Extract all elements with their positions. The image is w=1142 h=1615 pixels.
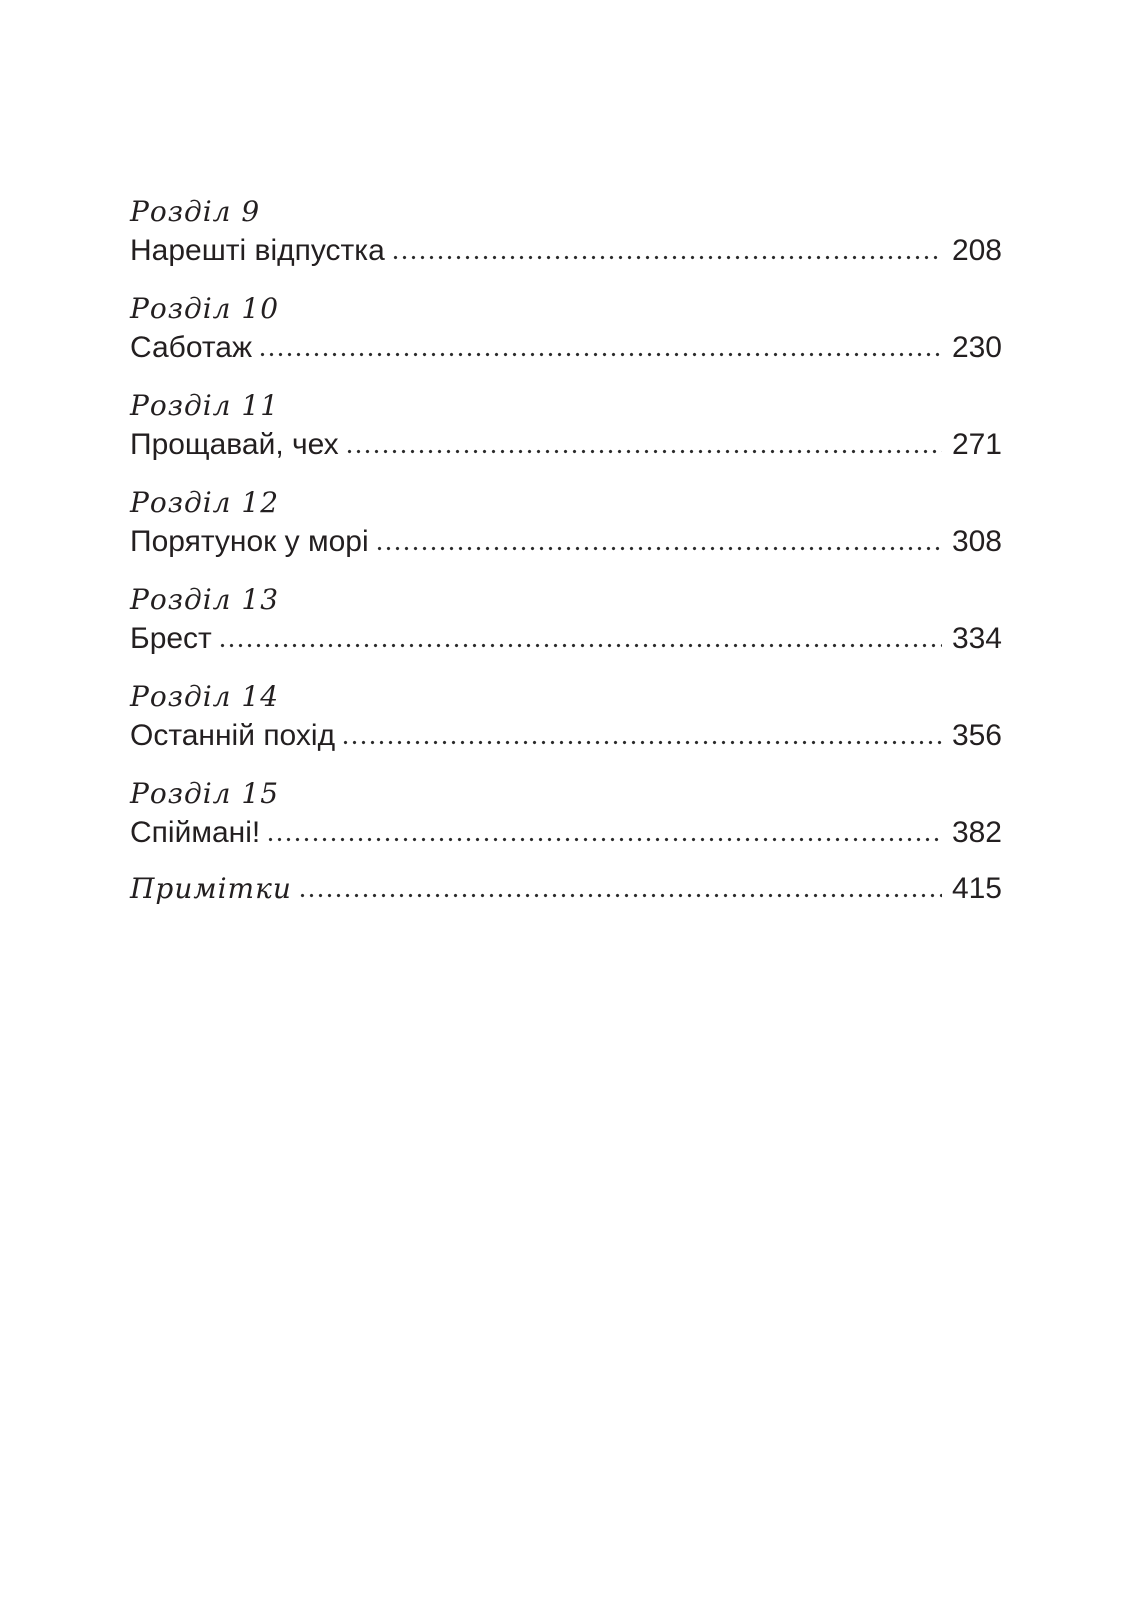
chapter-label: Розділ 10 (130, 292, 280, 325)
chapter-title: Спіймані! (130, 816, 261, 849)
toc-row (130, 621, 1002, 657)
toc-entry (130, 194, 1002, 269)
chapter-label: Розділ 11 (130, 389, 280, 422)
toc-entry (130, 485, 1002, 560)
chapter-title: Останній похід (130, 719, 336, 752)
dot-leader (268, 837, 942, 842)
toc-notes-row (130, 871, 1002, 907)
page-number: 334 (951, 622, 1002, 655)
chapter-title: Брест (130, 622, 212, 655)
dot-leader (343, 740, 942, 745)
chapter-title: Нарешті відпустка (130, 234, 385, 267)
page-number: 208 (951, 234, 1002, 267)
toc-row (130, 815, 1002, 851)
toc-row (130, 233, 1002, 269)
toc-row (130, 524, 1002, 560)
page-number: 271 (951, 428, 1002, 461)
toc-row (130, 718, 1002, 754)
chapter-title: Саботаж (130, 331, 253, 364)
notes-page-number: 415 (951, 872, 1002, 905)
toc-row (130, 427, 1002, 463)
toc-entry (130, 291, 1002, 366)
page-number: 308 (951, 525, 1002, 558)
toc-entry (130, 582, 1002, 657)
chapter-label: Розділ 12 (130, 486, 280, 519)
notes-title: Примітки (130, 872, 292, 905)
chapter-title: Порятунок у морі (130, 525, 369, 558)
chapter-label: Розділ 14 (130, 680, 280, 713)
page-number: 356 (951, 719, 1002, 752)
toc-entry (130, 776, 1002, 851)
page-number: 382 (951, 816, 1002, 849)
dot-leader (393, 255, 942, 260)
toc-entry (130, 679, 1002, 754)
chapter-label: Розділ 13 (130, 583, 280, 616)
toc-entry (130, 388, 1002, 463)
dot-leader (347, 449, 942, 454)
chapter-label: Розділ 9 (130, 195, 261, 228)
dot-leader (377, 546, 942, 551)
chapter-title: Прощавай, чех (130, 428, 339, 461)
toc-row (130, 330, 1002, 366)
dot-leader (260, 352, 942, 357)
page-number: 230 (951, 331, 1002, 364)
dot-leader (220, 643, 942, 648)
dot-leader (300, 893, 942, 898)
chapter-label: Розділ 15 (130, 777, 280, 810)
